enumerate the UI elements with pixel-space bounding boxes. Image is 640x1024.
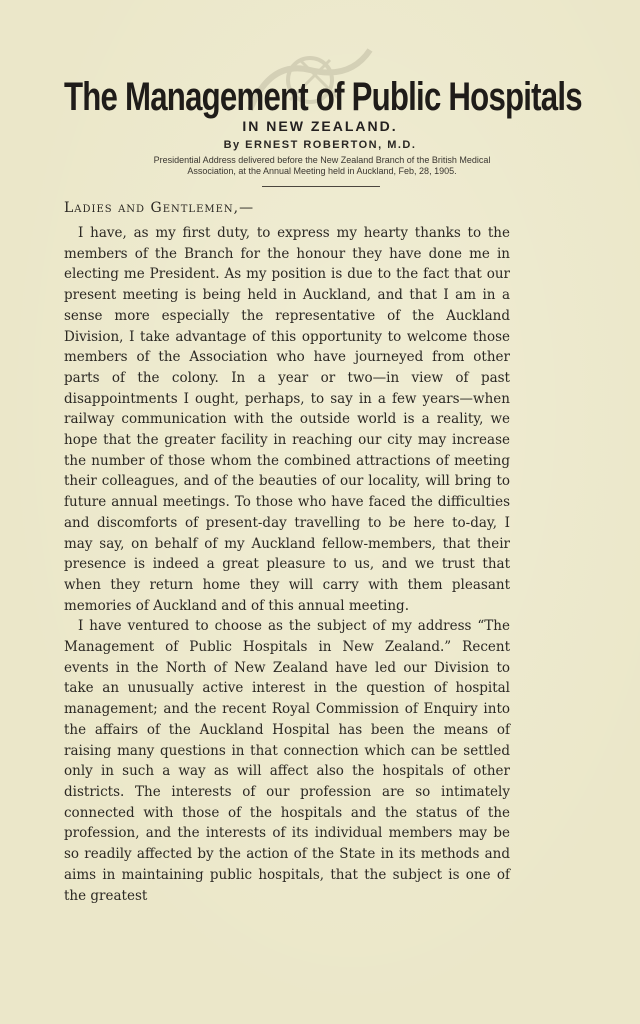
address-note bbox=[62, 155, 582, 177]
salutation: Ladies and Gentlemen,— bbox=[64, 200, 255, 216]
document-subtitle: IN NEW ZEALAND. bbox=[242, 118, 398, 134]
document-title: The Management of Public Hospitals bbox=[64, 75, 582, 119]
divider-rule bbox=[262, 186, 380, 187]
body-text bbox=[64, 223, 510, 906]
address-note-line: Association, at the Annual Meeting held in Auckland, Feb, 28, 1905. bbox=[187, 166, 457, 176]
paragraph: I have ventured to choose as the subject of my address “The Management of Public Hospitals in New Zealand.” Recent events in the North of New Zealand have led our Division to take an unusually active interest in the question of hospital management; and the recent Royal Commission of Enquiry into the affairs of the Auckland Hospital has been the means of raising many questions in that connection which can be settled only in such a way as will affect also the hospitals of other districts. The interests of our profession are so intimately connected with those of the hospitals and the status of the profession, and the interests of its individual members may be so readily affected by the action of the State in its methods and aims in maintaining public hospitals, that the subject is one of the greatest bbox=[64, 618, 510, 904]
paragraph: I have, as my first duty, to express my hearty thanks to the members of the Branch for the honour they have done me in electing me President. As my position is due to the fact that our present meeting is being held in Auckland, and that I am in a sense more especially the representative of the Auckland Division, I take advantage of this opportunity to welcome those members of the Association who have journeyed from other parts of the colony. In a year or two—in view of past disappointments I ought, perhaps, to say in a few years—when railway communication with the outside world is a reality, we hope that the greater facility in reaching our city may increase the number of those whom the combined attractions of meeting their colleagues, and of the beauties of our locality, will bring to future annual meetings. To those who have faced the difficulties and discomforts of present-day travelling to be here to-day, I may say, on behalf of my Auckland fellow-members, that their presence is indeed a great pleasure to us, and we trust that when they return home they will carry with them pleasant memories of Auckland and of this annual meeting. bbox=[64, 225, 510, 614]
address-note-line: Presidential Address delivered before the New Zealand Branch of the British Medical bbox=[153, 155, 491, 165]
author-byline: By ERNEST ROBERTON, M.D. bbox=[223, 139, 417, 151]
